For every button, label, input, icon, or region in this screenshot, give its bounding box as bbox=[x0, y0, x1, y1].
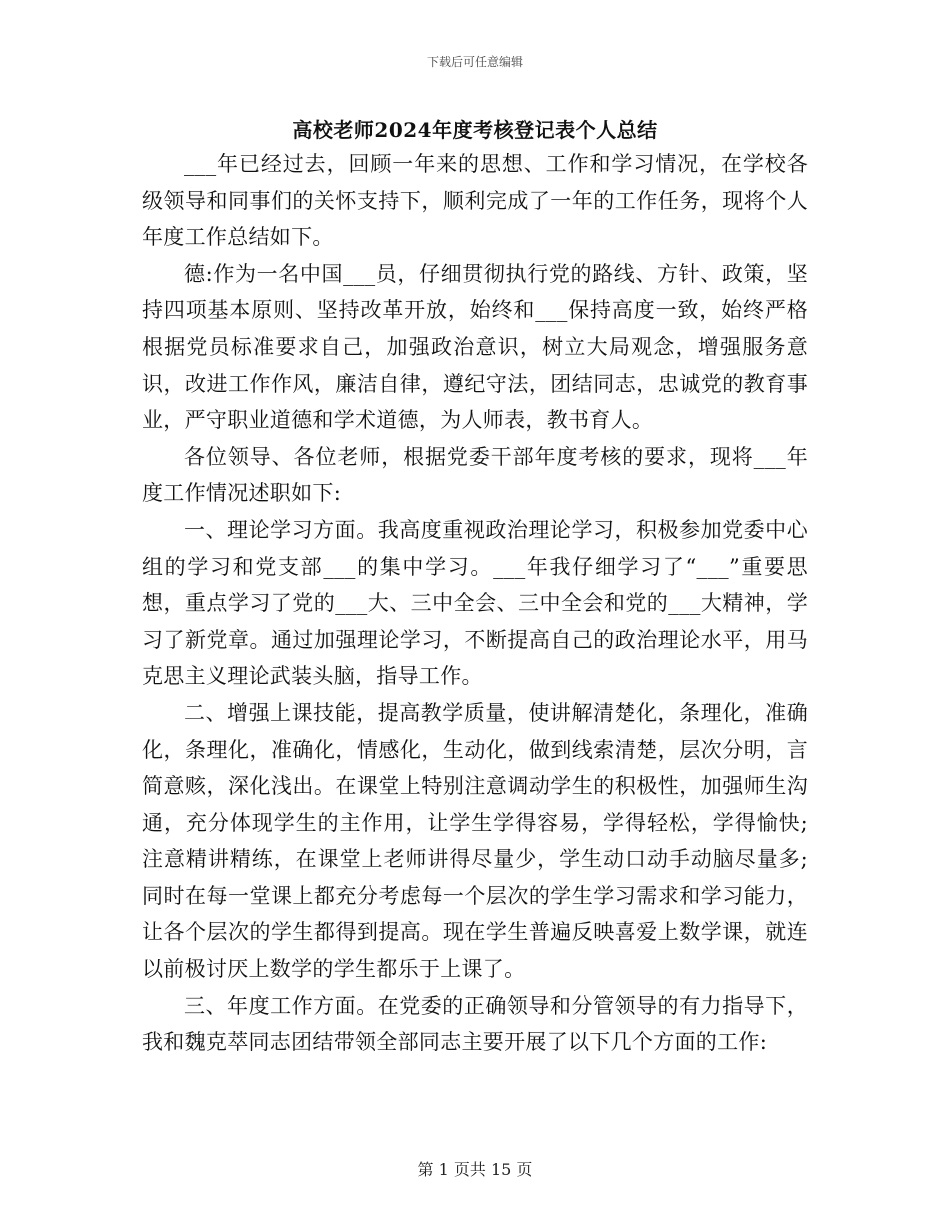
document-body bbox=[142, 146, 808, 1061]
document-title: 高校老师2024年度考核登记表个人总结 bbox=[292, 118, 658, 142]
paragraph-morality: 德:作为一名中国___员，仔细贯彻执行党的路线、方针、政策，坚持四项基本原则、坚持改革开放，始终和___保持高度一致，始终严格根据党员标准要求自己，加强政治意识，树立大局观念，增强服务意识，改进工作作风，廉洁自律，遵纪守法，团结同志，忠诚党的教育事业，严守职业道德和学术道德，为人师表，教书育人。 bbox=[142, 261, 808, 433]
paragraph-theory-study: 一、理论学习方面。我高度重视政治理论学习，积极参加党委中心组的学习和党支部___的集中学习。___年我仔细学习了“___”重要思想，重点学习了党的___大、三中全会、三中全会和党的___大精神，学习了新党章。通过加强理论学习，不断提高自己的政治理论水平，用马克思主义理论武装头脑，指导工作。 bbox=[142, 517, 808, 689]
paragraph-intro: ___年已经过去，回顾一年来的思想、工作和学习情况，在学校各级领导和同事们的关怀支持下，顺利完成了一年的工作任务，现将个人年度工作总结如下。 bbox=[142, 152, 808, 250]
paragraph-teaching-skills: 二、增强上课技能，提高教学质量，使讲解清楚化，条理化，准确化，条理化，准确化，情感化，生动化，做到线索清楚，层次分明，言简意赅，深化浅出。在课堂上特别注意调动学生的积极性，加强师生沟通，充分体现学生的主作用，让学生学得容易，学得轻松，学得愉快;注意精讲精练，在课堂上老师讲得尽量少，学生动口动手动脑尽量多;同时在每一堂课上都充分考虑每一个层次的学生学习需求和学习能力，让各个层次的学生都得到提高。现在学生普遍反映喜爱上数学课，就连以前极讨厌上数学的学生都乐于上课了。 bbox=[142, 700, 808, 982]
paragraph-report-preface: 各位领导、各位老师，根据党委干部年度考核的要求，现将___年度工作情况述职如下: bbox=[142, 444, 808, 506]
page-number: 第 1 页共 15 页 bbox=[417, 1160, 533, 1179]
paragraph-annual-work: 三、年度工作方面。在党委的正确领导和分管领导的有力指导下，我和魏克萃同志团结带领全部同志主要开展了以下几个方面的工作: bbox=[142, 993, 808, 1055]
header-note: 下载后可任意编辑 bbox=[426, 55, 523, 69]
